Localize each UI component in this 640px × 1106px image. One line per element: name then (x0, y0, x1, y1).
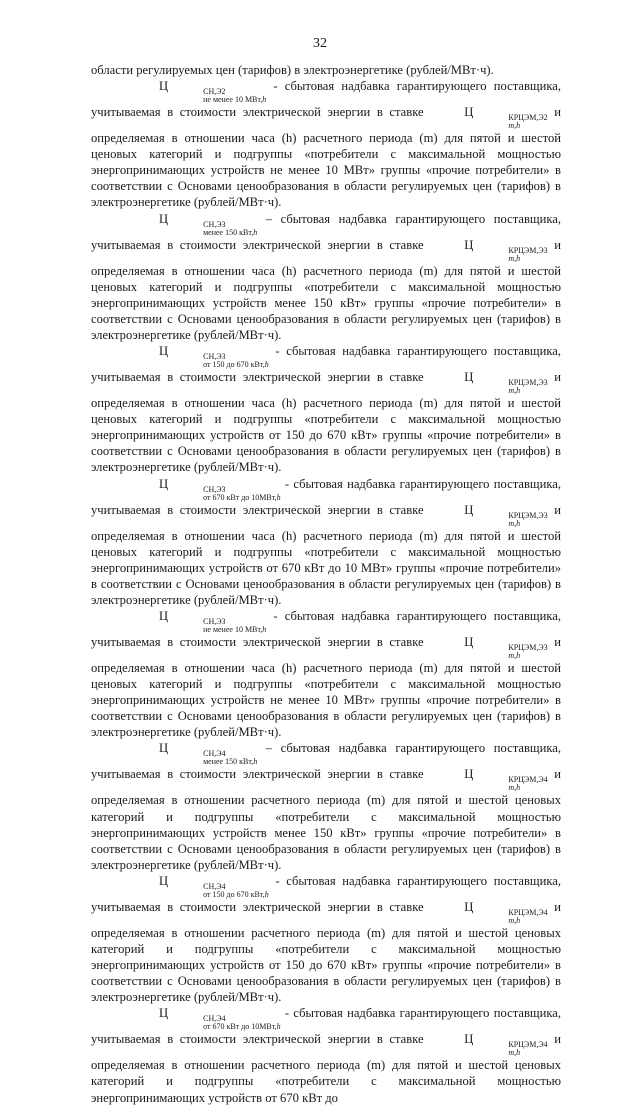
symbol-subscript (474, 520, 547, 528)
document-body (91, 62, 561, 1106)
symbol-base: Ц (464, 634, 474, 649)
paragraph-5 (91, 608, 561, 740)
text-run: и определяемая в отношении часа (h) расчетного периода (m) для пятой и шестой ценовых категорий и подгруппы «потребители с максимальной мощностью энергопринимающих устройств не менее 10 МВт» группы «прочие потребители» в соответствии с Основами ценообразования в области регулируемых цен (тарифов) в электроэнергетике (рублей/МВт·ч). (91, 634, 561, 740)
text-run: – сбытовая надбавка гарантирующего поставщика, учитываемая в стоимости электрической энергии в ставке (91, 211, 561, 252)
symbol-subscript-index: m,h (508, 253, 521, 263)
paragraph-2 (91, 211, 561, 343)
symbol-superscript: КРЦЭМ,Э3 (508, 378, 548, 388)
text-run: и определяемая в отношении часа (h) расчетного периода (m) для пятой и шестой ценовых категорий и подгруппы «потребители с максимальной мощностью энергопринимающих устройств от 150 до 670 кВт» группы «прочие потребители» в соответствии с Основами ценообразования в области регулируемых цен (тарифов) в электроэнергетике (рублей/МВт·ч). (91, 370, 561, 475)
formula-symbol (125, 81, 266, 104)
paragraph-4 (91, 476, 561, 608)
symbol-subscript-index: h (262, 95, 267, 105)
formula-symbol (430, 237, 548, 263)
symbol-base: Ц (464, 767, 474, 782)
symbol-subscript-index: h (253, 227, 258, 237)
symbol-superscript: СН,Э4 (203, 1014, 226, 1024)
symbol-base: Ц (464, 105, 474, 120)
symbol-base: Ц (464, 237, 474, 252)
symbol-subscript (474, 652, 547, 660)
symbol-subscript-index: h (276, 492, 281, 502)
formula-symbol (430, 107, 547, 130)
paragraph-0 (91, 62, 561, 78)
symbol-superscript: СН,Э3 (203, 616, 226, 626)
symbol-superscript: КРЦЭМ,Э3 (508, 245, 548, 255)
text-run: – сбытовая надбавка гарантирующего поставщика, учитываемая в стоимости электрической энергии в ставке (91, 741, 561, 782)
symbol-subscript-index: m,h (508, 650, 521, 660)
text-run: и определяемая в отношении часа (h) расчетного периода (m) для пятой и шестой ценовых категорий и подгруппы «потребители с максимальной мощностью энергопринимающих устройств не менее 10 МВт» группы «прочие потребители» в соответствии с Основами ценообразования в области регулируемых цен (тарифов) в электроэнергетике (рублей/МВт·ч). (91, 105, 561, 210)
text-run: области регулируемых цен (тарифов) в электроэнергетике (рублей/МВт·ч). (91, 63, 494, 77)
symbol-superscript: КРЦЭМ,Э3 (508, 510, 548, 520)
symbol-base: Ц (464, 370, 474, 385)
symbol-subscript-text: от 150 до 670 кВт, (203, 889, 265, 899)
symbol-superscript: СН,Э3 (203, 484, 226, 494)
symbol-base: Ц (159, 344, 169, 359)
text-run: - сбытовая надбавка гарантирующего поставщика, учитываемая в стоимости электрической энергии в ставке (91, 873, 561, 914)
text-run: - сбытовая надбавка гарантирующего поставщика, учитываемая в стоимости электрической энергии в ставке (91, 476, 561, 517)
symbol-subscript-index: m,h (508, 386, 521, 396)
formula-symbol (125, 873, 269, 899)
symbol-base: Ц (159, 873, 169, 888)
formula-symbol (125, 346, 269, 369)
symbol-subscript-index: h (264, 889, 269, 899)
symbol-subscript (169, 891, 269, 899)
symbol-superscript: КРЦЭМ,Э3 (508, 642, 548, 652)
symbol-subscript-text: от 670 кВт до 10МВт, (203, 1022, 277, 1032)
symbol-subscript-index: m,h (508, 518, 521, 528)
symbol-superscript: КРЦЭМ,Э2 (508, 113, 548, 123)
symbol-subscript-index: m,h (508, 1048, 521, 1058)
symbol-superscript: КРЦЭМ,Э4 (508, 907, 548, 917)
formula-symbol (430, 372, 547, 395)
symbol-subscript (169, 494, 281, 502)
text-run: и определяемая в отношении часа (h) расчетного периода (m) для пятой и шестой ценовых категорий и подгруппы «потребители с максимальной мощностью энергопринимающих устройств от 670 кВт до 10 МВт» группы «прочие потребители» в соответствии с Основами ценообразования в области регулируемых цен (тарифов) в электроэнергетике (рублей/МВт·ч). (91, 502, 561, 607)
formula-symbol (430, 634, 548, 660)
formula-symbol (430, 769, 547, 792)
paragraph-6 (91, 740, 561, 872)
symbol-superscript: СН,Э2 (203, 87, 226, 97)
paragraph-1 (91, 78, 561, 210)
symbol-superscript: КРЦЭМ,Э4 (508, 1040, 548, 1050)
symbol-subscript (474, 387, 547, 395)
formula-symbol (125, 743, 257, 766)
symbol-subscript (169, 229, 257, 237)
text-run: - сбытовая надбавка гарантирующего поставщика, учитываемая в стоимости электрической энергии в ставке (91, 1006, 561, 1047)
formula-symbol (430, 502, 548, 528)
symbol-subscript (169, 1023, 281, 1031)
formula-symbol (125, 211, 258, 237)
symbol-base: Ц (464, 1032, 474, 1047)
text-run: - сбытовая надбавка гарантирующего поставщика, учитываемая в стоимости электрической энергии в ставке (91, 608, 561, 649)
symbol-base: Ц (159, 79, 169, 94)
text-run: и определяемая в отношении расчетного периода (m) для пятой и шестой ценовых категорий и подгруппы «потребители с максимальной мощностью энергопринимающих устройств от 150 до 670 кВт» группы «прочие потребители» в соответствии с Основами ценообразования в области регулируемых цен (тарифов) в электроэнергетике (рублей/МВт·ч). (91, 899, 561, 1005)
symbol-base: Ц (159, 476, 169, 491)
formula-symbol (125, 476, 281, 502)
symbol-subscript-index: m,h (508, 121, 521, 131)
formula-symbol (125, 1008, 281, 1031)
symbol-subscript-text: менее 150 кВт, (203, 757, 254, 767)
symbol-subscript (169, 96, 266, 104)
page-number: 32 (313, 36, 327, 51)
symbol-subscript-text: не менее 10 МВт, (203, 624, 263, 634)
symbol-subscript-index: h (264, 360, 269, 370)
symbol-subscript-text: от 150 до 670 кВт, (203, 360, 265, 370)
symbol-subscript (474, 1049, 547, 1057)
symbol-base: Ц (159, 211, 169, 226)
symbol-subscript (169, 361, 269, 369)
symbol-subscript (474, 255, 547, 263)
symbol-base: Ц (159, 741, 169, 756)
paragraph-7 (91, 873, 561, 1005)
symbol-base: Ц (159, 1006, 169, 1021)
symbol-subscript (169, 626, 266, 634)
symbol-subscript-text: менее 150 кВт, (203, 227, 254, 237)
symbol-subscript-index: h (253, 757, 258, 767)
symbol-subscript-text: от 670 кВт до 10МВт, (203, 492, 277, 502)
text-run: - сбытовая надбавка гарантирующего поставщика, учитываемая в стоимости электрической энергии в ставке (91, 79, 561, 120)
symbol-subscript-index: h (276, 1022, 281, 1032)
symbol-superscript: КРЦЭМ,Э4 (508, 775, 548, 785)
symbol-base: Ц (159, 608, 169, 623)
symbol-subscript-index: m,h (508, 915, 521, 925)
text-run: и определяемая в отношении расчетного периода (m) для пятой и шестой ценовых категорий и подгруппы «потребители с максимальной мощностью энергопринимающих устройств от 670 кВт до (91, 1032, 561, 1105)
symbol-subscript (474, 122, 547, 130)
text-run: и определяемая в отношении часа (h) расчетного периода (m) для пятой и шестой ценовых категорий и подгруппы «потребители с максимальной мощностью энергопринимающих устройств менее 150 кВт» группы «прочие потребители» в соответствии с Основами ценообразования в области регулируемых цен (тарифов) в электроэнергетике (рублей/МВт·ч). (91, 237, 561, 342)
symbol-superscript: СН,Э4 (203, 749, 226, 759)
formula-symbol (430, 899, 548, 925)
paragraph-3 (91, 343, 561, 475)
symbol-superscript: СН,Э4 (203, 881, 226, 891)
symbol-subscript (169, 758, 257, 766)
text-run: и определяемая в отношении расчетного периода (m) для пятой и шестой ценовых категорий и подгруппы «потребители с максимальной мощностью энергопринимающих устройств менее 150 кВт» группы «прочие потребители» в соответствии с Основами ценообразования в области регулируемых цен (тарифов) в электроэнергетике (рублей/МВт·ч). (91, 767, 561, 872)
symbol-superscript: СН,Э3 (203, 219, 226, 229)
text-run: - сбытовая надбавка гарантирующего поставщика, учитываемая в стоимости электрической энергии в ставке (91, 344, 561, 385)
formula-symbol (125, 608, 267, 634)
paragraph-8 (91, 1005, 561, 1105)
symbol-subscript-index: m,h (508, 783, 521, 793)
symbol-subscript (474, 784, 547, 792)
symbol-base: Ц (464, 899, 474, 914)
formula-symbol (430, 1034, 547, 1057)
symbol-subscript-index: h (262, 624, 267, 634)
symbol-subscript (474, 917, 547, 925)
symbol-base: Ц (464, 502, 474, 517)
symbol-subscript-text: не менее 10 МВт, (203, 95, 263, 105)
symbol-superscript: СН,Э3 (203, 352, 226, 362)
